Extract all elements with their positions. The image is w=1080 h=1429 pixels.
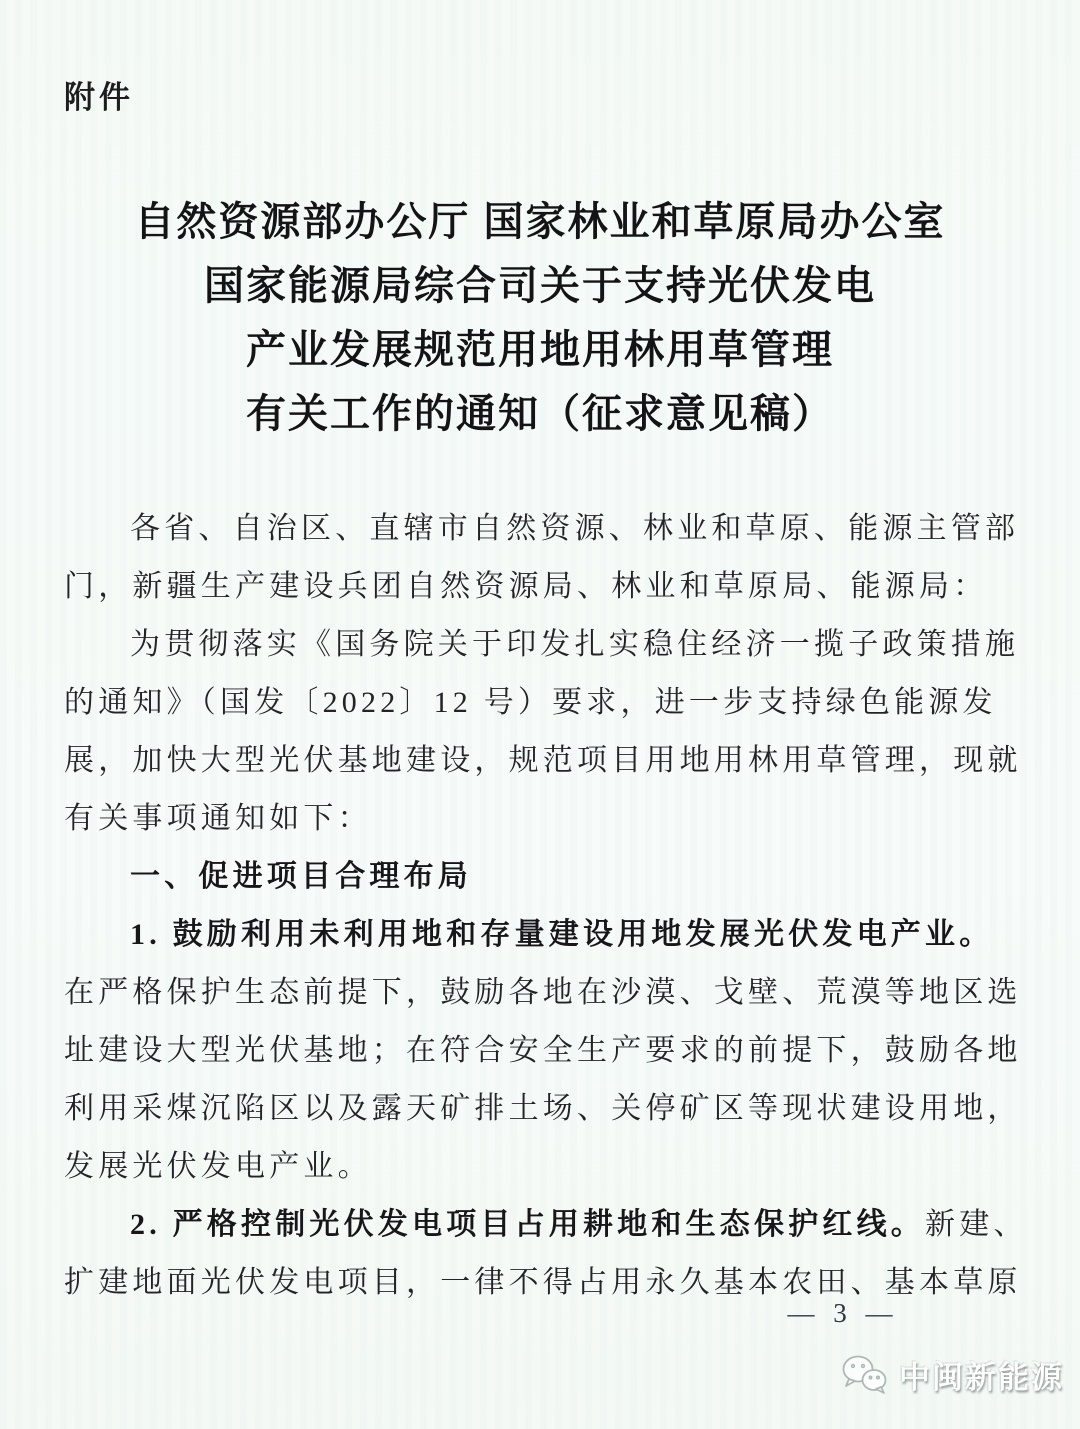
body-line-segment: 门，新疆生产建设兵团自然资源局、林业和草原局、能源局： bbox=[64, 570, 988, 603]
body-line bbox=[64, 1022, 1022, 1080]
body-line-segment: 扩建地面光伏发电项目，一律不得占用永久基本农田、基本草原 bbox=[64, 1266, 1022, 1299]
body-line-segment: 发展光伏发电产业。 bbox=[64, 1150, 372, 1183]
body-line-segment: 一、促进项目合理布局 bbox=[130, 860, 472, 893]
document-title-line-2: 国家能源局综合司关于支持光伏发电 bbox=[204, 264, 876, 308]
document-title bbox=[0, 190, 1080, 446]
body-line-segment: 址建设大型光伏基地；在符合安全生产要求的前提下，鼓励各地 bbox=[64, 1034, 1022, 1067]
body-line bbox=[64, 906, 1004, 964]
body-line bbox=[64, 964, 1022, 1022]
document-title-line-1: 自然资源部办公厅 国家林业和草原局办公室 bbox=[134, 200, 946, 244]
body-line-segment: 2. 严格控制光伏发电项目占用耕地和生态保护红线。 bbox=[130, 1208, 925, 1241]
footer-watermark bbox=[841, 1352, 1064, 1397]
body-line-segment: 利用采煤沉陷区以及露天矿排土场、关停矿区等现状建设用地， bbox=[64, 1092, 1022, 1125]
body-line bbox=[64, 790, 1004, 848]
document-title-line-3: 产业发展规范用地用林用草管理 bbox=[246, 328, 834, 372]
body-line bbox=[64, 1138, 1004, 1196]
body-line bbox=[64, 616, 1020, 674]
body-line-segment: 展，加快大型光伏基地建设，规范项目用地用林用草管理，现就 bbox=[64, 744, 1022, 777]
watermark-label: 中闽新能源 bbox=[899, 1360, 1064, 1395]
page-number: — 3 — bbox=[787, 1298, 899, 1328]
body-line bbox=[64, 1080, 1022, 1138]
body-line bbox=[64, 674, 1004, 732]
body-line-segment: 有关事项通知如下： bbox=[64, 802, 372, 835]
body-line bbox=[64, 558, 1004, 616]
body-line bbox=[64, 500, 1020, 558]
body-line bbox=[64, 732, 1022, 790]
body-line bbox=[64, 848, 1004, 906]
body-line-segment: 在严格保护生态前提下，鼓励各地在沙漠、戈壁、荒漠等地区选 bbox=[64, 976, 1022, 1009]
attachment-label: 附件 bbox=[64, 80, 134, 115]
body-lines bbox=[64, 500, 1028, 1312]
wechat-icon bbox=[841, 1354, 889, 1396]
body-line-segment: 新建、 bbox=[925, 1208, 1028, 1241]
body-line-segment: 1. 鼓励利用未利用地和存量建设用地发展光伏发电产业。 bbox=[130, 918, 994, 951]
body-line-segment: 为贯彻落实《国务院关于印发扎实稳住经济一揽子政策措施 bbox=[130, 628, 1020, 661]
body-line-segment: 各省、自治区、直辖市自然资源、林业和草原、能源主管部 bbox=[130, 512, 1020, 545]
document-title-line-4: 有关工作的通知（征求意见稿） bbox=[246, 392, 834, 436]
body-line-segment: 的通知》（国发〔2022〕12 号）要求，进一步支持绿色能源发 bbox=[64, 686, 997, 719]
body-line bbox=[64, 1196, 1028, 1254]
